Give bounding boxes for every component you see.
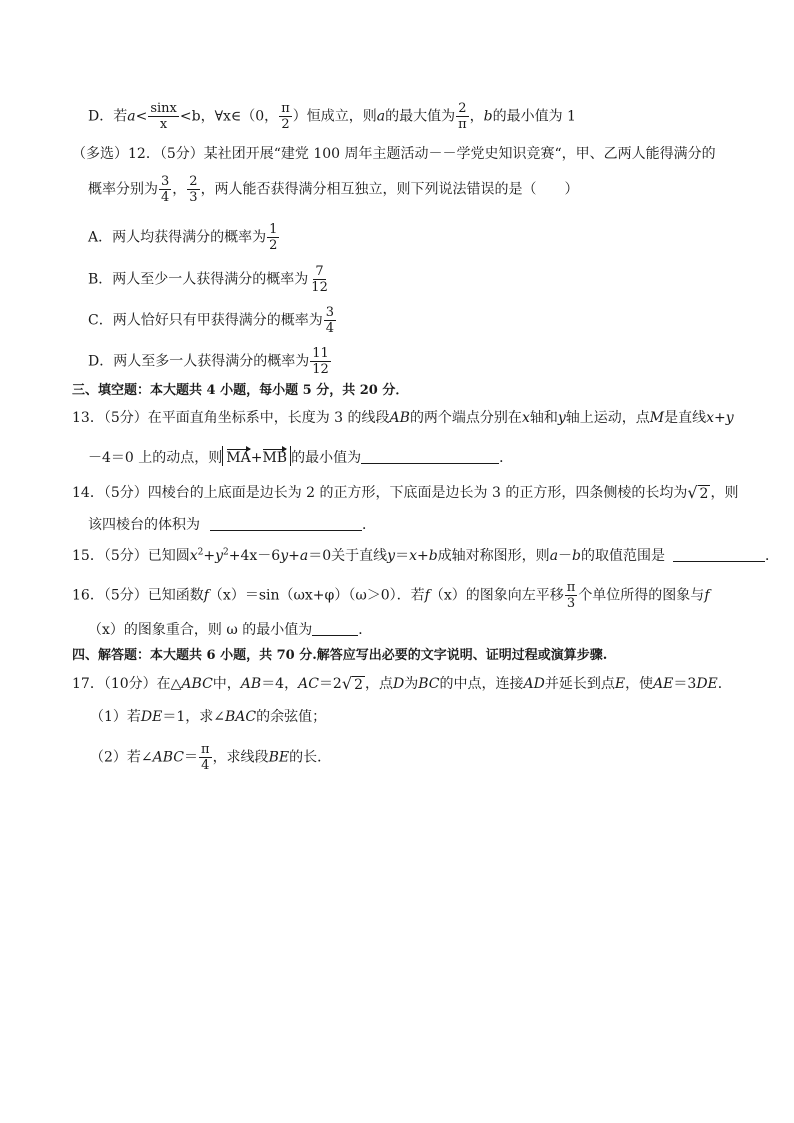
option-text: B．两人至少一人获得满分的概率为: [88, 271, 309, 288]
text: （x）的图象向左平移: [429, 587, 564, 604]
var: D: [392, 676, 405, 692]
q15-line: [72, 545, 779, 567]
numerator: 3: [325, 305, 334, 320]
var: a: [299, 548, 309, 564]
text: 的中点，连接: [439, 676, 524, 692]
denominator: 2: [281, 117, 290, 132]
text: ，: [469, 108, 484, 125]
var: a: [549, 548, 559, 564]
text: ＝: [395, 548, 410, 564]
vector-sum-magnitude: [222, 446, 291, 466]
text: ＝: [184, 749, 199, 766]
q12-option-b: [88, 264, 331, 295]
var-a: a: [127, 108, 136, 125]
text: +: [288, 548, 300, 564]
var: x+y: [706, 410, 734, 426]
text: 的最小值为 1: [492, 108, 576, 125]
text: ＝1，求∠: [162, 709, 226, 725]
text: +: [416, 548, 429, 564]
option-fraction: [310, 346, 331, 377]
text: 的余弦值；: [256, 709, 327, 725]
text: ．: [765, 548, 780, 564]
q14-line2: [88, 514, 376, 536]
text: ，求线段: [212, 749, 269, 766]
text: ．: [362, 517, 376, 533]
text: ．: [717, 676, 732, 692]
text: （1）若: [90, 709, 141, 725]
denominator: π: [458, 117, 467, 132]
option-fraction: [267, 222, 279, 253]
var-b: b: [483, 108, 493, 125]
var: BE: [268, 749, 290, 766]
var: f: [424, 587, 430, 604]
text: 13．（5分）在平面直角坐标系中，长度为 3 的线段: [72, 410, 390, 426]
text: 15．（5分）已知圆: [72, 548, 190, 564]
var: y: [557, 410, 566, 426]
numerator: 3: [161, 174, 170, 189]
sqrt-expression: [687, 484, 710, 502]
text: ，点: [364, 676, 393, 692]
text: ，两人能否获得满分相互独立，则下列说法错误的是（ ）: [200, 181, 579, 198]
text: 中，: [212, 676, 241, 692]
text: 的最大值为: [385, 108, 456, 125]
answer-blank[interactable]: [312, 621, 358, 636]
text: 轴上运动，点: [565, 410, 650, 426]
denominator: 4: [325, 321, 334, 336]
text: ＝4，: [261, 676, 299, 692]
denominator: 4: [161, 190, 170, 205]
denominator: 12: [312, 362, 329, 377]
var: BAC: [225, 709, 257, 725]
text: 17．（10分）在△: [72, 676, 182, 692]
vector-ma: MA: [226, 446, 250, 466]
text: 并延长到点: [544, 676, 615, 692]
text: 该四棱台的体积为: [88, 517, 200, 533]
section-heading-solutions: 四、解答题：本大题共 6 小题，共 70 分.解答应写出必要的文字说明、证明过程或演算步骤.: [72, 648, 608, 663]
var: E: [614, 676, 626, 692]
numerator: 7: [315, 264, 324, 279]
text: 概率分别为: [88, 181, 158, 198]
var: ABC: [152, 749, 185, 766]
q12-option-c: [88, 305, 337, 336]
text: －4＝0 上的动点，则: [88, 450, 223, 466]
fraction-3-4: [159, 174, 171, 205]
text: 的取值范围是: [581, 548, 666, 564]
radicand: 2: [699, 486, 709, 502]
option-text: C．两人恰好只有甲获得满分的概率为: [88, 312, 323, 329]
q16-line2: [88, 619, 372, 641]
var: y: [215, 548, 224, 564]
plus-sign: +: [250, 450, 263, 466]
text: 的长．: [289, 749, 332, 766]
numerator: 11: [312, 346, 329, 361]
fraction-pi-3: [565, 580, 578, 611]
sqrt-expression: [342, 675, 365, 693]
text: （2）若∠: [90, 749, 153, 766]
option-text: A．两人均获得满分的概率为: [88, 229, 267, 246]
less-than: <: [179, 108, 192, 125]
text: ．: [358, 622, 373, 638]
option-text: D．两人至多一人获得满分的概率为: [88, 353, 310, 370]
q11-option-d: [88, 101, 576, 132]
text: 14．（5分）四棱台的上底面是边长为 2 的正方形，下底面是边长为 3 的正方形，四条侧棱的长均为: [72, 485, 688, 501]
vector-mb: MB: [262, 446, 287, 466]
text: 为: [404, 676, 419, 692]
denominator: x: [159, 117, 168, 132]
text: ＝2: [318, 676, 342, 692]
text: （x）＝sin（ωx+φ）（ω＞0）．若: [208, 587, 425, 604]
var: AC: [298, 676, 319, 692]
answer-blank[interactable]: [361, 449, 499, 464]
text: +4x－6: [228, 548, 281, 564]
text: 的两个端点分别在: [409, 410, 522, 426]
var: AD: [523, 676, 545, 692]
fraction-2-3: [187, 174, 199, 205]
option-fraction: [324, 305, 336, 336]
q13-line1: [72, 407, 734, 429]
numerator: 1: [269, 222, 278, 237]
text: ＝3: [673, 676, 697, 692]
text: ＝0关于直线: [308, 548, 388, 564]
numerator: 2: [189, 174, 198, 189]
text: －: [558, 548, 573, 564]
var: BC: [418, 676, 440, 692]
text: ，使: [625, 676, 654, 692]
text: 的最小值为: [291, 450, 362, 466]
radicand: 2: [354, 677, 363, 693]
denominator: 4: [201, 758, 210, 773]
denominator: 12: [311, 280, 328, 295]
var: ABC: [181, 676, 213, 692]
var: AB: [240, 676, 262, 692]
radical-sign: √: [687, 483, 698, 502]
text: 成轴对称图形，则: [437, 548, 550, 564]
answer-blank[interactable]: [673, 547, 765, 562]
var: b: [572, 548, 582, 564]
option-label: D．若: [88, 108, 128, 125]
q14-line1: [72, 482, 738, 504]
text: （x）的图象重合，则 ω 的最小值为: [88, 622, 313, 638]
text: 是直线: [664, 410, 707, 426]
text: 16．（5分）已知函数: [72, 587, 204, 604]
numerator: π: [566, 580, 576, 595]
radical-sign: √: [341, 674, 353, 693]
q13-line2: [88, 446, 513, 469]
var: x: [521, 410, 530, 426]
exponent: 2: [197, 547, 204, 558]
fraction-pi-2: [279, 101, 292, 132]
option-fraction: [309, 264, 330, 295]
numerator: 2: [458, 101, 467, 116]
text: ）恒成立，则: [292, 108, 377, 125]
fraction-pi-4: [199, 742, 212, 773]
var: M: [649, 410, 665, 426]
q17-part1: [90, 706, 326, 728]
numerator: π: [281, 101, 290, 116]
text: ，则: [710, 485, 739, 501]
q12-option-a: [88, 222, 280, 253]
var: x: [189, 548, 198, 564]
var: y: [387, 548, 396, 564]
q12-stem-line2: [88, 174, 579, 205]
var: AB: [389, 410, 410, 426]
var: x: [409, 548, 417, 564]
less-than: <: [135, 108, 148, 125]
var: y: [280, 548, 289, 564]
fraction-sinx-x: [148, 101, 179, 132]
var: DE: [696, 676, 718, 692]
var: f: [704, 587, 710, 604]
text: +: [203, 548, 216, 564]
q17-part2: [90, 742, 331, 773]
denominator: 3: [566, 596, 576, 611]
exponent: 2: [223, 547, 229, 558]
fraction-2-pi: [456, 101, 469, 132]
var: DE: [140, 709, 163, 725]
denominator: 3: [189, 190, 198, 205]
q17-stem: [72, 673, 732, 695]
text: 个单位所得的图象与: [578, 587, 705, 604]
text: ．: [499, 450, 514, 466]
var: f: [203, 587, 209, 604]
text: 轴和: [529, 410, 558, 426]
denominator: 2: [269, 238, 278, 253]
numerator: sinx: [150, 101, 177, 116]
var-a: a: [376, 108, 386, 125]
section-heading-fill-in: 三、填空题：本大题共 4 小题，每小题 5 分，共 20 分．: [72, 383, 409, 398]
answer-blank[interactable]: [210, 516, 362, 531]
q16-line1: [72, 580, 710, 611]
var: AE: [653, 676, 674, 692]
numerator: π: [201, 742, 210, 757]
q12-option-d: [88, 346, 332, 377]
text: b，∀x∈（0，: [191, 108, 279, 125]
var: b: [428, 548, 438, 564]
q12-stem-line1: （多选）12．（5分）某社团开展“建党 100 周年主题活动－－学党史知识竞赛“，甲、乙两人能得满分的: [72, 146, 716, 162]
text: ，: [172, 181, 187, 198]
